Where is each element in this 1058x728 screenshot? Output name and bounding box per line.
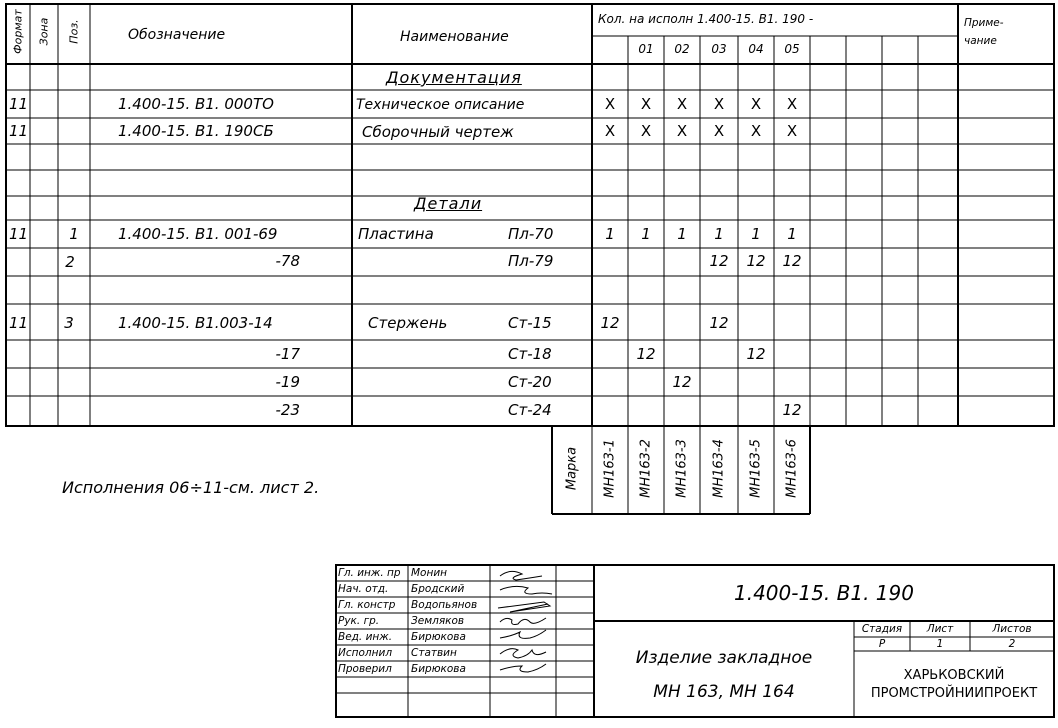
row2-qty-3: X <box>676 122 688 140</box>
row4-mark: Пл-79 <box>508 252 554 270</box>
signer-role-4: Рук. гр. <box>338 615 380 627</box>
product-codes: МН 163, МН 164 <box>653 682 795 702</box>
variant-02: 02 <box>674 42 690 56</box>
signer-role-6: Исполнил <box>338 647 393 659</box>
row1-qty-6: X <box>786 95 798 113</box>
header-note: Приме- чание <box>964 17 1004 47</box>
sheet-label: Лист <box>926 623 954 635</box>
variants-note: Исполнения 06÷11-см. лист 2. <box>62 478 320 497</box>
sheet-value: 1 <box>936 638 944 650</box>
row3-designation: 1.400-15. В1. 001-69 <box>118 225 278 243</box>
row3-pos: 1 <box>69 225 79 243</box>
row3-qty-2: 1 <box>641 225 651 243</box>
row4-qty-5: 12 <box>746 252 766 270</box>
marks-label: Марка <box>564 446 580 491</box>
mark-6: МН163-6 <box>784 439 800 498</box>
signer-name-7: Бирюкова <box>411 663 466 675</box>
row1-qty-4: X <box>713 95 725 113</box>
row1-designation: 1.400-15. В1. 000ТО <box>118 95 274 113</box>
row3-mark: Пл-70 <box>508 225 554 243</box>
mark-2: МН163-2 <box>638 439 654 498</box>
row6-mark: Ст-18 <box>508 345 552 363</box>
row2-qty-6: X <box>786 122 798 140</box>
row1-qty-1: X <box>604 95 616 113</box>
row8-qty-6: 12 <box>782 401 802 419</box>
row7-qty-3: 12 <box>672 373 692 391</box>
header-designation: Обозначение <box>128 27 226 43</box>
mark-5: МН163-5 <box>748 439 764 498</box>
row1-qty-3: X <box>676 95 688 113</box>
row4-designation: -78 <box>275 252 300 270</box>
row6-qty-2: 12 <box>636 345 656 363</box>
variant-04: 04 <box>748 42 764 56</box>
row2-qty-5: X <box>750 122 762 140</box>
row3-qty-6: 1 <box>787 225 797 243</box>
product-name: Изделие закладное <box>635 648 813 668</box>
row1-name: Техническое описание <box>356 97 525 113</box>
signer-role-2: Нач. отд. <box>338 583 389 595</box>
variant-05: 05 <box>784 42 800 56</box>
mark-1: МН163-1 <box>602 439 618 498</box>
signer-name-5: Бирюкова <box>411 631 466 643</box>
row4-qty-4: 12 <box>709 252 729 270</box>
row5-qty-4: 12 <box>709 314 729 332</box>
signer-name-1: Монин <box>411 567 448 579</box>
row5-mark: Ст-15 <box>508 314 552 332</box>
stage-value: Р <box>878 638 886 650</box>
row3-format: 11 <box>9 225 29 243</box>
row1-format: 11 <box>9 95 29 113</box>
header-qty-title: Кол. на исполн 1.400-15. В1. 190 - <box>598 12 814 26</box>
sheets-label: Листов <box>992 623 1032 635</box>
signer-name-6: Статвин <box>411 647 457 659</box>
row2-format: 11 <box>9 122 29 140</box>
row8-designation: -23 <box>275 401 300 419</box>
document-code: 1.400-15. В1. 190 <box>734 581 914 605</box>
organization-line-2: ПРОМСТРОЙНИИПРОЕКТ <box>870 686 1038 701</box>
signer-name-4: Земляков <box>411 615 465 627</box>
variant-01: 01 <box>638 42 654 56</box>
row5-format: 11 <box>9 314 29 332</box>
signer-role-3: Гл. констр <box>338 599 396 611</box>
row1-qty-5: X <box>750 95 762 113</box>
row3-qty-1: 1 <box>605 225 615 243</box>
row2-qty-1: X <box>604 122 616 140</box>
row5-designation: 1.400-15. В1.003-14 <box>118 314 273 332</box>
signer-role-7: Проверил <box>338 663 392 675</box>
section-documentation: Документация <box>386 68 522 87</box>
stage-label: Стадия <box>861 623 903 635</box>
row2-name: Сборочный чертеж <box>362 123 514 141</box>
row2-designation: 1.400-15. В1. 190СБ <box>118 122 274 140</box>
row6-qty-5: 12 <box>746 345 766 363</box>
header-format: Формат <box>11 9 25 54</box>
organization-line-1: ХАРЬКОВСКИЙ <box>903 668 1005 683</box>
section-parts: Детали <box>414 194 483 213</box>
row7-designation: -19 <box>275 373 300 391</box>
header-pos: Поз. <box>67 19 81 44</box>
row5-qty-1: 12 <box>600 314 620 332</box>
row3-qty-3: 1 <box>677 225 687 243</box>
header-zone: Зона <box>37 17 51 46</box>
mark-3: МН163-3 <box>674 439 690 498</box>
row5-pos: 3 <box>64 314 74 332</box>
row3-qty-4: 1 <box>714 225 724 243</box>
header-name: Наименование <box>400 29 509 45</box>
mark-4: МН163-4 <box>711 439 727 498</box>
variant-03: 03 <box>711 42 727 56</box>
row2-qty-4: X <box>713 122 725 140</box>
signer-name-2: Бродский <box>411 583 465 595</box>
row8-mark: Ст-24 <box>508 401 552 419</box>
row2-qty-2: X <box>640 122 652 140</box>
sheets-value: 2 <box>1008 638 1016 650</box>
signer-role-1: Гл. инж. пр <box>338 567 401 579</box>
row4-pos: 2 <box>65 253 75 271</box>
row6-designation: -17 <box>275 345 300 363</box>
row7-mark: Ст-20 <box>508 373 552 391</box>
row3-name: Пластина <box>358 225 434 243</box>
row3-qty-5: 1 <box>751 225 761 243</box>
row4-qty-6: 12 <box>782 252 802 270</box>
signer-name-3: Водопьянов <box>411 599 478 611</box>
row5-name: Стержень <box>368 314 448 332</box>
row1-qty-2: X <box>640 95 652 113</box>
signer-role-5: Вед. инж. <box>338 631 393 643</box>
